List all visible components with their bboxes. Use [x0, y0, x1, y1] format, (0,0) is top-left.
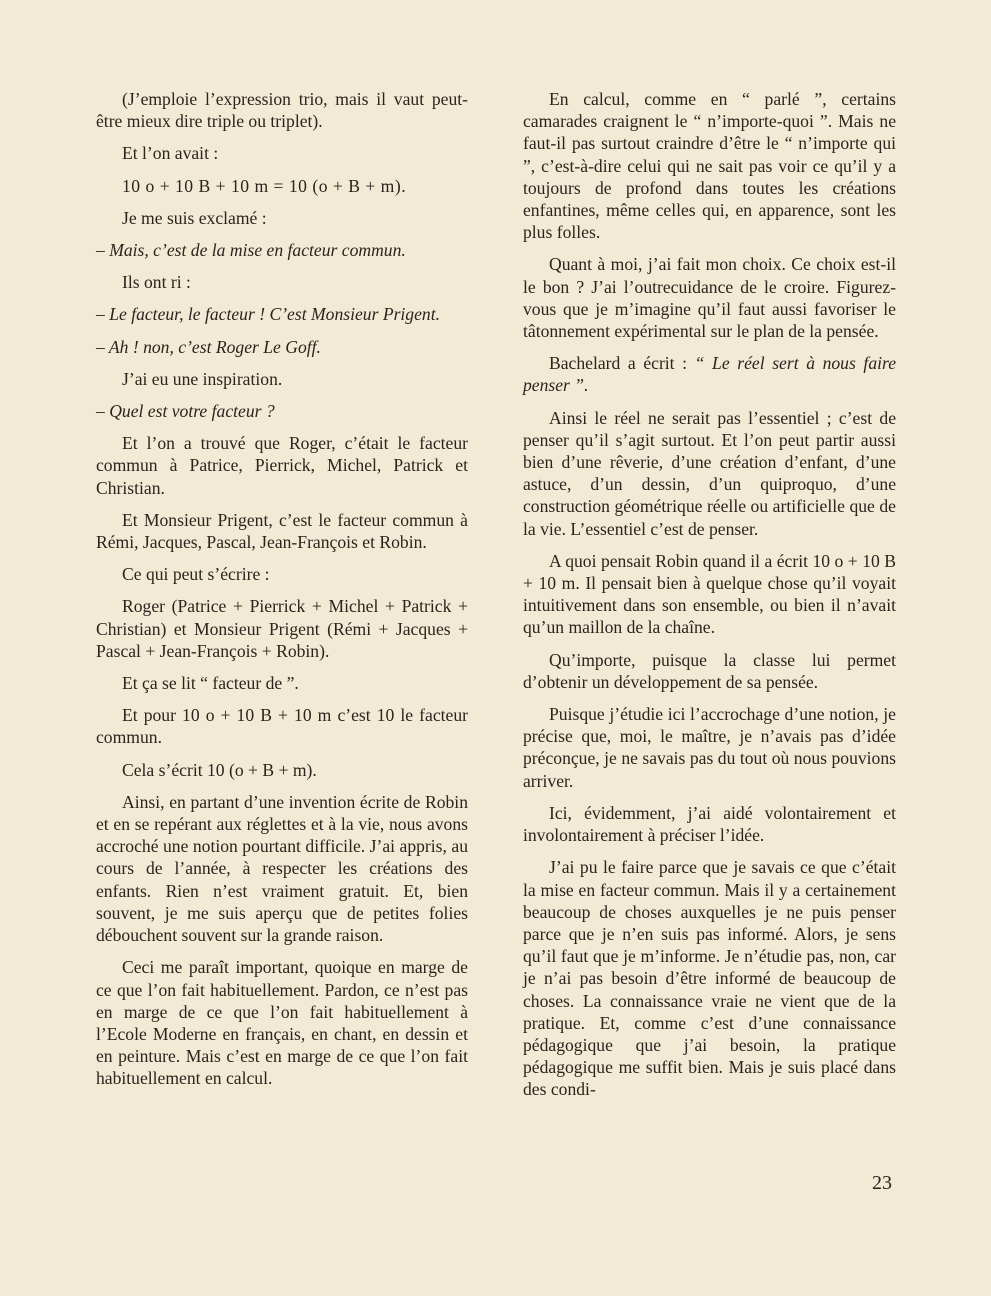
paragraph: Ici, évidemment, j’ai aidé volontairement et involontairement à préciser l’idée.: [523, 802, 896, 846]
dialogue-line: – Quel est votre facteur ?: [96, 401, 275, 422]
paragraph: Et l’on a trouvé que Roger, c’était le facteur commun à Patrice, Pierrick, Michel, Patrick et Christian.: [96, 433, 468, 498]
dialogue-line: – Ah ! non, c’est Roger Le Goff.: [96, 336, 321, 357]
left-column: [96, 88, 468, 1100]
paragraph: Et ça se lit “ facteur de ”.: [122, 673, 299, 694]
paragraph: Ainsi le réel ne serait pas l’essentiel ; c’est de penser qu’il s’agit surtout. Et l’on peut partir aussi bien d’une rêverie, d’une création d’enfant, d’une astuce, d’un dessin, d’un quiproquo, d’une construction géométrique réelle ou artificielle que de la vie. L’essentiel c’est de penser.: [523, 407, 896, 539]
paragraph: Roger (Patrice + Pierrick + Michel + Patrick + Christian) et Monsieur Prigent (Rémi + Jacques + Pascal + Jean-François + Robin).: [96, 596, 468, 661]
dialogue-line: – Mais, c’est de la mise en facteur commun.: [96, 240, 406, 261]
paragraph: Et pour 10 o + 10 B + 10 m c’est 10 le facteur commun.: [96, 705, 468, 748]
paragraph: Bachelard a écrit : “ Le réel sert à nous faire penser ”.: [523, 353, 897, 396]
paragraph: A quoi pensait Robin quand il a écrit 10 o + 10 B + 10 m. Il pensait bien à quelque chose qu’il voyait intuitivement dans son ensemble, ou bien il n’avait qu’un maillon de la chaîne.: [523, 550, 896, 638]
paragraph: Et l’on avait :: [122, 143, 219, 164]
paragraph: Je me suis exclamé :: [122, 207, 267, 228]
paragraph: Ainsi, en partant d’une invention écrite de Robin et en se repérant aux réglettes et à la vie, nous avons accroché une notion pourtant difficile. J’ai appris, au cours de l’année, à respecter les créations des enfants. Rien n’est vraiment gratuit. Et, bien souvent, je me suis aperçu que de petites folies débouchent souvent sur la grande raison.: [96, 791, 468, 946]
paragraph: Ceci me paraît important, quoique en marge de ce que l’on fait habituellement. Pardon, ce n’est pas en marge de ce que l’on fait habituellement à l’Ecole Moderne en français, en chant, en dessin et en peinture. Mais c’est en marge de ce que l’on fait habituellement en calcul.: [96, 957, 468, 1089]
paragraph: Et Monsieur Prigent, c’est le facteur commun à Rémi, Jacques, Pascal, Jean-François et Robin.: [96, 509, 468, 553]
page-number: 23: [872, 1172, 892, 1194]
equation: 10 o + 10 B + 10 m = 10 (o + B + m).: [122, 175, 407, 196]
paragraph: J’ai eu une inspiration.: [122, 368, 283, 389]
paragraph: J’ai pu le faire parce que je savais ce que c’était la mise en facteur commun. Mais il y a certainement beaucoup de choses auxquelles je ne puis penser parce que je n’en suis pas informé. Alors, je sens qu’il faut que je m’informe. Je n’étudie pas, non, car je n’ai pas besoin d’être informé de beaucoup de choses. La connaissance vraie ne vient que de la pratique. Et, comme c’est d’une connaissance pédagogique que j’ai besoin, la pratique pédagogique me suffit bien. Mais je suis placé dans des condi-: [523, 857, 896, 1100]
paragraph: Quant à moi, j’ai fait mon choix. Ce choix est-il le bon ? J’ai l’outrecuidance de le croire. Figurez-vous que je m’imagine qu’il faut aussi favoriser le tâtonnement expérimental sur le plan de la pensée.: [523, 254, 896, 342]
paragraph: (J’emploie l’expression trio, mais il vaut peut-être mieux dire triple ou triplet).: [96, 89, 468, 132]
paragraph: Cela s’écrit 10 (o + B + m).: [122, 759, 317, 780]
paragraph: Ils ont ri :: [122, 272, 191, 293]
paragraph: Puisque j’étudie ici l’accrochage d’une notion, je précise que, moi, le maître, je n’avais pas d’idée préconçue, je ne savais pas du tout où nous pouvions arriver.: [523, 704, 896, 791]
right-column: [523, 88, 896, 1111]
paragraph: Ce qui peut s’écrire :: [122, 564, 270, 585]
paragraph: Qu’importe, puisque la classe lui permet d’obtenir un développement de sa pensée.: [523, 649, 896, 692]
dialogue-line: – Le facteur, le facteur ! C’est Monsieur Prigent.: [96, 304, 440, 325]
paragraph: En calcul, comme en “ parlé ”, certains camarades craignent le “ n’importe-quoi ”. Mais ne faut-il pas surtout craindre d’être le “ n’importe qui ”, c’est-à-dire celui qui ne sait pas voir ce qu’il y a toujours de profond dans toutes les créations enfantines, même celles qui, en apparence, sont les plus folles.: [523, 89, 896, 243]
